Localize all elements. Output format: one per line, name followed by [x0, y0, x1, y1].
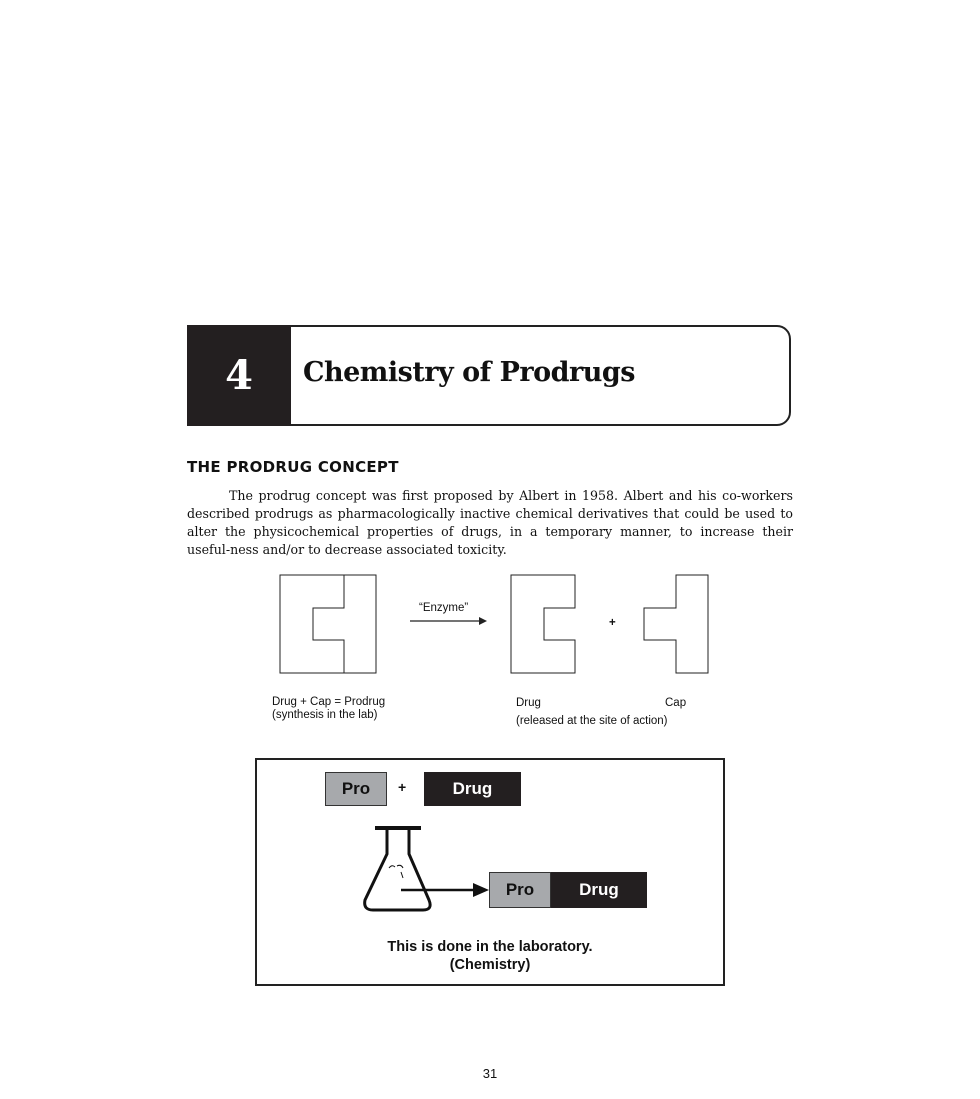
diagram-plus: + — [609, 617, 616, 629]
drug-caption: Drug — [516, 697, 541, 709]
lab-note-line2: (Chemistry) — [449, 957, 531, 973]
prodrug-inner-cut — [313, 575, 344, 673]
prodrug-caption — [272, 696, 385, 722]
drug-shape — [511, 575, 575, 673]
section-heading: THE PRODRUG CONCEPT — [187, 458, 399, 476]
product-pro-block: Pro — [489, 872, 551, 908]
drug-block: Drug — [424, 772, 521, 806]
release-caption: (released at the site of action) — [516, 715, 668, 727]
lab-note — [257, 938, 723, 974]
lab-synthesis-box — [255, 758, 725, 986]
cap-caption: Cap — [665, 697, 687, 709]
arrow-right-icon — [399, 880, 491, 900]
product-drug-block: Drug — [551, 872, 647, 908]
page-number: 31 — [482, 1066, 498, 1081]
prodrug-caption-line1: Drug + Cap = Prodrug — [272, 696, 386, 708]
lab-note-line1: This is done in the laboratory. — [387, 939, 593, 955]
body-paragraph: The prodrug concept was first proposed by Albert in 1958. Albert and his co-workers described prodrugs as pharmacologically inactive chemical derivatives that could be used to alter the physicochemical properties of drugs, in a temporary manner, to increase their useful-ness and/or to decrease associated toxicity. — [187, 488, 793, 557]
enzyme-arrow-head — [479, 617, 487, 625]
enzyme-label: “Enzyme” — [419, 602, 469, 614]
flask-icon — [357, 824, 437, 914]
cap-shape — [644, 575, 708, 673]
pro-block: Pro — [325, 772, 387, 806]
chapter-number: 4 — [187, 325, 291, 426]
prodrug-square — [280, 575, 376, 673]
prodrug-caption-line2: (synthesis in the lab) — [272, 709, 378, 721]
plus-sign: + — [398, 779, 407, 795]
chapter-title: Chemistry of Prodrugs — [303, 357, 635, 388]
